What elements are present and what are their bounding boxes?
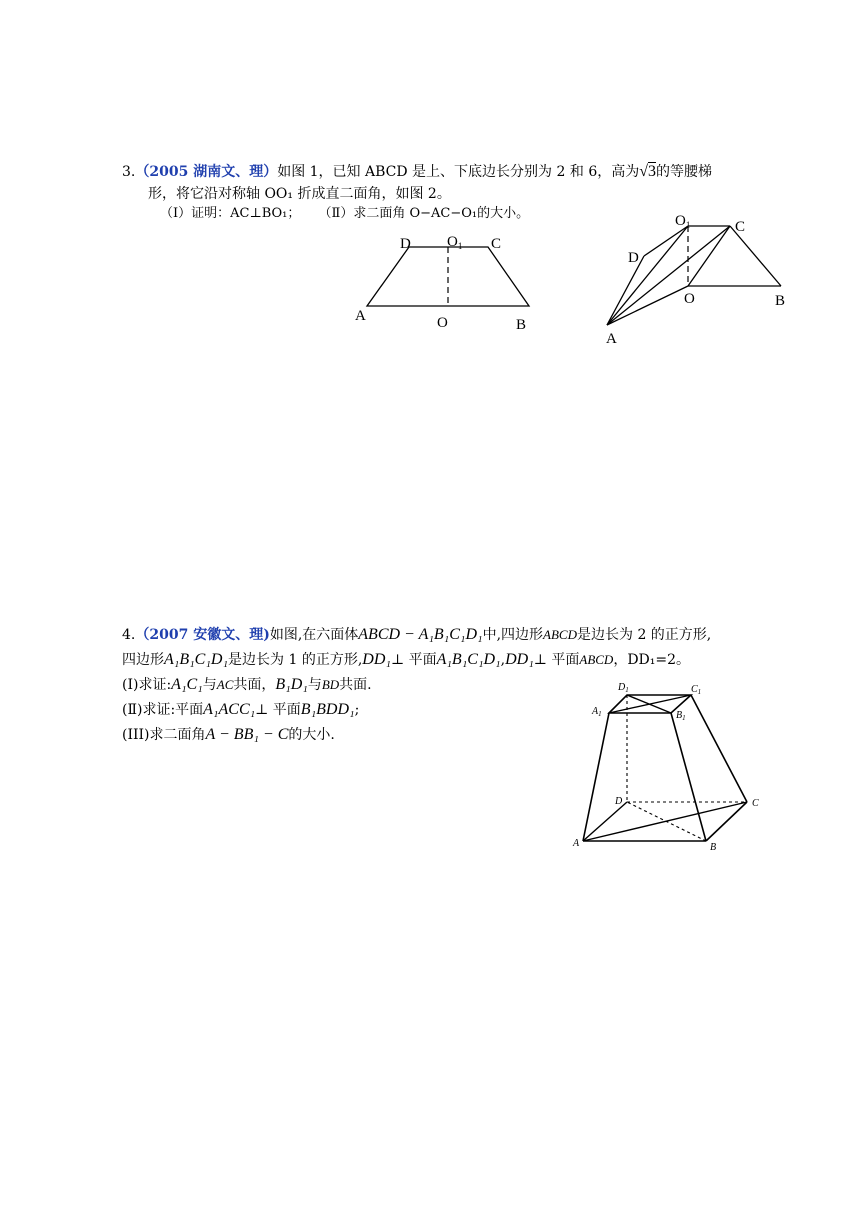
- sqrt-icon: √: [639, 163, 649, 180]
- q4-number: 4.: [122, 627, 136, 643]
- q4-text-2a: 四边形: [122, 652, 164, 668]
- edge-b1-b: [671, 713, 706, 841]
- q3-source-close: ）: [263, 164, 278, 180]
- q4-source-close: ): [263, 627, 270, 643]
- hex-label-c: C: [752, 798, 759, 809]
- q4-a1acc1: A₁ACC₁: [203, 701, 256, 718]
- hex-label-d1: [617, 682, 629, 694]
- edge-c1-c: [691, 695, 747, 802]
- fig2-label-o1-main: O: [675, 213, 686, 229]
- q3-text-1: 如图 1，已知 ABCD 是上、下底边长分别为 2 和 6，高为: [277, 164, 640, 180]
- q4-text-2b: 是边长为 1 的正方形,: [228, 652, 363, 668]
- q4-part-2b: ⊥ 平面: [255, 702, 301, 718]
- q4-part-3a: (III)求二面角: [122, 727, 206, 743]
- fig1-label-o: O: [437, 315, 448, 331]
- q3-text-2: 形，将它沿对称轴 OO₁ 折成直二面角，如图 2。: [148, 186, 451, 202]
- q4-abcd-b: ABCD: [579, 652, 614, 667]
- edge-b-c: [706, 802, 747, 841]
- q4-part-2c: ;: [354, 702, 360, 718]
- q4-hexahedron: ABCD − A₁B₁C₁D₁: [358, 626, 483, 643]
- hex-label-d1-sub: 1: [625, 686, 629, 694]
- q3-number: 3.: [122, 164, 136, 180]
- q4-perp-plane-b: ⊥ 平面: [533, 652, 580, 668]
- q4-comma: ,: [500, 652, 506, 668]
- fig2-label-o: O: [684, 291, 695, 307]
- hex-label-b1-main: B: [676, 710, 683, 721]
- q4-part-1d: 与: [307, 677, 322, 693]
- bottom-diagonal-bd-dashed: [627, 802, 706, 841]
- fig2-label-d: D: [628, 250, 639, 266]
- q4-part-2a: (Ⅱ)求证:平面: [122, 702, 204, 718]
- hex-label-c1: [691, 684, 701, 696]
- bottom-diagonal-ac: [583, 802, 747, 841]
- fig1-label-a: A: [355, 308, 366, 324]
- hex-label-a: A: [573, 838, 580, 849]
- q3-sqrt-arg: 3: [648, 163, 657, 180]
- q4-perp-plane: ⊥ 平面: [390, 652, 437, 668]
- hex-label-a1-main: A: [592, 706, 599, 717]
- q3-text-1b: 的等腰梯: [656, 164, 713, 180]
- q4-part-1e: 共面.: [339, 677, 372, 693]
- q4-dihedral: A − BB₁ − C: [205, 726, 289, 743]
- q4-text-1a: 如图,在六面体: [269, 627, 359, 643]
- fig1-label-b: B: [516, 317, 527, 333]
- q3-part-1: （Ⅰ）证明：AC⊥BO₁；: [160, 206, 301, 221]
- q4-text-1b: 中,四边形: [482, 627, 544, 643]
- q4-part-1c: 共面，: [233, 677, 276, 693]
- top-diagonal-b1d1: [627, 695, 671, 713]
- q4-bd: BD: [321, 677, 340, 692]
- q4-b1d1: B₁D₁: [275, 676, 308, 693]
- hex-label-b1-sub: 1: [682, 714, 686, 722]
- q3-source: 2005 湖南文、理: [149, 164, 264, 180]
- hex-label-a1: [591, 706, 602, 718]
- q4-a1b1c1d1-b: A₁B₁C₁D₁: [436, 651, 501, 668]
- hex-label-c1-sub: 1: [697, 688, 702, 696]
- fig2-label-c: C: [735, 219, 746, 235]
- hex-label-c1-main: C: [691, 684, 698, 695]
- fig1-label-o1-main: O: [447, 234, 458, 250]
- q4-dd1: DD₁: [362, 651, 391, 668]
- q4-part-3b: 的大小.: [288, 727, 335, 743]
- q4-abcd: ABCD: [543, 627, 577, 642]
- hex-label-a1-sub: 1: [598, 710, 602, 718]
- hex-label-b: B: [710, 842, 717, 853]
- q3-source-open: （: [135, 164, 150, 180]
- q3-part-2: （Ⅱ）求二面角 O−AC−O₁的大小。: [318, 206, 530, 221]
- q4-text-2c: ，DD₁=2。: [613, 652, 691, 668]
- hex-label-d1-main: D: [618, 682, 626, 693]
- q4-a1c1: A₁C₁: [171, 676, 203, 693]
- fig1-label-c: C: [491, 236, 502, 252]
- q4-ac: AC: [216, 677, 234, 692]
- fig2-label-a: A: [606, 331, 617, 347]
- q4-text-1c: 是边长为 2 的正方形,: [577, 627, 712, 643]
- hex-label-b1: [676, 710, 686, 722]
- fig1-label-o1-sub: 1: [457, 241, 463, 251]
- q4-part-1a: (Ⅰ)求证:: [122, 677, 172, 693]
- q4-part-1b: 与: [202, 677, 217, 693]
- q4-b1bdd1: B₁BDD₁: [300, 701, 355, 718]
- fig2-label-o1-sub: 1: [685, 220, 691, 230]
- q4-a1b1c1d1: A₁B₁C₁D₁: [164, 651, 229, 668]
- hex-label-d: D: [615, 796, 623, 807]
- q4-source-open: （: [135, 627, 150, 643]
- q4-source: 2007 安徽文、理: [149, 627, 264, 643]
- fig1-label-d: D: [400, 236, 411, 252]
- fig2-label-b: B: [775, 293, 786, 309]
- q4-dd1-b: DD₁: [505, 651, 534, 668]
